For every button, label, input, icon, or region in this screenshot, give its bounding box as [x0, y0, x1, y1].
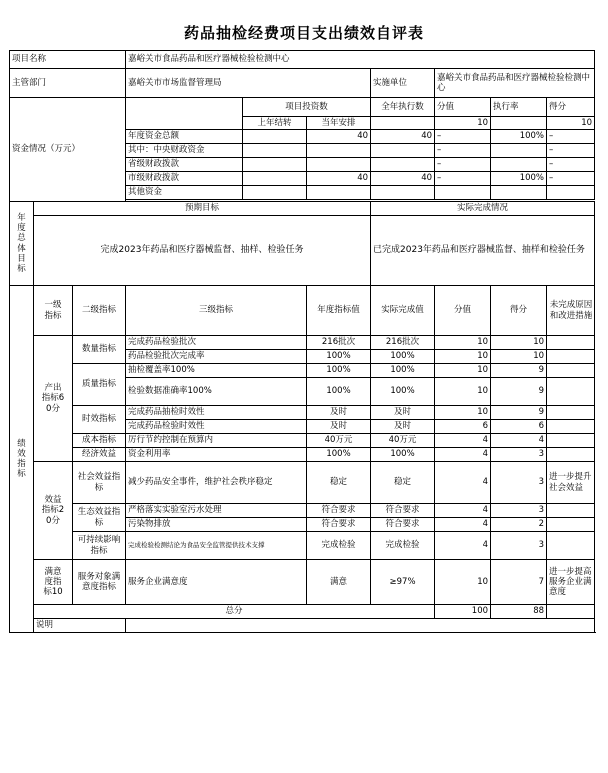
indicator-reason — [547, 532, 595, 560]
indicator-score-value: 4 — [435, 532, 491, 560]
funds-row-current: 40 — [307, 130, 371, 144]
funds-score-header: 得分 — [547, 98, 595, 117]
perf-header-row — [10, 286, 595, 336]
level2-header: 二级指标 — [73, 286, 126, 336]
indicator-score-value: 10 — [435, 378, 491, 406]
indicator-score-value: 10 — [435, 336, 491, 350]
funds-current-year-header: 当年安排 — [307, 117, 371, 130]
indicator-target: 及时 — [307, 406, 371, 420]
indicator-name: 完成药品抽检时效性 — [126, 406, 307, 420]
funds-exec-header: 全年执行数 — [371, 98, 435, 117]
goals-header-row — [10, 202, 595, 216]
indicator-row — [10, 504, 595, 518]
funds-row-label: 其他资金 — [126, 186, 243, 200]
evaluation-table — [9, 50, 595, 633]
funds-row-score-value: – — [435, 130, 491, 144]
funds-row-score-value: – — [435, 172, 491, 186]
funds-row-prev — [243, 158, 307, 172]
indicator-name: 完成药品检验批次 — [126, 336, 307, 350]
service-satisfaction-label: 服务对象满意度指标 — [73, 560, 126, 605]
indicator-score: 10 — [491, 336, 547, 350]
indicator-score-value: 4 — [435, 504, 491, 518]
indicator-score: 7 — [491, 560, 547, 605]
funds-row-score: – — [547, 130, 595, 144]
indicator-row — [10, 448, 595, 462]
indicator-score: 9 — [491, 378, 547, 406]
indicator-actual: 及时 — [371, 420, 435, 434]
actual-header: 实际完成值 — [371, 286, 435, 336]
funds-score-num: 10 — [547, 117, 595, 130]
funds-row-label: 其中：中央财政资金 — [126, 144, 243, 158]
indicator-row — [10, 336, 595, 350]
funds-row-rate — [491, 144, 547, 158]
indicator-target: 100% — [307, 364, 371, 378]
implementing-unit-label: 实施单位 — [371, 69, 435, 98]
indicator-target: 100% — [307, 350, 371, 364]
indicator-name: 抽检覆盖率100% — [126, 364, 307, 378]
indicator-name: 检验数据准确率100% — [126, 378, 307, 406]
indicator-row — [10, 462, 595, 504]
indicator-name: 污染物排放 — [126, 518, 307, 532]
indicator-score-value: 4 — [435, 448, 491, 462]
indicator-name: 药品检验批次完成率 — [126, 350, 307, 364]
funds-row-score: – — [547, 158, 595, 172]
indicator-reason — [547, 504, 595, 518]
indicator-score: 9 — [491, 364, 547, 378]
target-header: 年度指标值 — [307, 286, 371, 336]
expected-goal-header: 预期目标 — [34, 202, 371, 216]
indicator-score-value: 10 — [435, 560, 491, 605]
indicator-reason — [547, 378, 595, 406]
satisfaction-indicator-label: 满意度指标10 — [34, 560, 73, 605]
department-value: 嘉峪关市市场监督管理局 — [126, 69, 371, 98]
actual-completion-header: 实际完成情况 — [371, 202, 595, 216]
indicator-actual: 符合要求 — [371, 504, 435, 518]
funds-row-score: – — [547, 144, 595, 158]
funds-row-current — [307, 186, 371, 200]
indicator-reason — [547, 364, 595, 378]
notes-row — [10, 619, 595, 633]
indicator-score: 9 — [491, 406, 547, 420]
total-label: 总分 — [34, 605, 435, 619]
indicator-score-value: 10 — [435, 406, 491, 420]
indicator-name: 服务企业满意度 — [126, 560, 307, 605]
indicator-target: 稳定 — [307, 462, 371, 504]
funds-exec-rate-header: 执行率 — [491, 98, 547, 117]
indicator-reason — [547, 448, 595, 462]
indicator-row — [10, 434, 595, 448]
indicator-actual: 100% — [371, 448, 435, 462]
indicator-reason — [547, 336, 595, 350]
reason-header: 未完成原因和改进措施 — [547, 286, 595, 336]
goals-content-row — [10, 216, 595, 286]
indicator-row — [10, 406, 595, 420]
indicator-target: 216批次 — [307, 336, 371, 350]
funds-row-score-value — [435, 186, 491, 200]
indicator-score: 3 — [491, 462, 547, 504]
indicator-name: 资金利用率 — [126, 448, 307, 462]
funds-row-exec — [371, 144, 435, 158]
total-score-value: 100 — [435, 605, 491, 619]
indicator-actual: 完成检验 — [371, 532, 435, 560]
indicator-actual: 100% — [371, 350, 435, 364]
indicator-score: 10 — [491, 350, 547, 364]
indicator-name: 厉行节约控制在预算内 — [126, 434, 307, 448]
indicator-name: 严格落实实验室污水处理 — [126, 504, 307, 518]
indicator-score: 2 — [491, 518, 547, 532]
project-name-value: 嘉峪关市食品药品和医疗器械检验检测中心 — [126, 51, 595, 69]
indicator-actual: 100% — [371, 364, 435, 378]
funds-row-exec: 40 — [371, 172, 435, 186]
indicator-score-value: 10 — [435, 350, 491, 364]
economic-benefit-label: 经济效益 — [73, 448, 126, 462]
indicator-actual: 216批次 — [371, 336, 435, 350]
funds-row-prev — [243, 144, 307, 158]
indicator-reason — [547, 434, 595, 448]
funds-row-prev — [243, 186, 307, 200]
funds-row-current: 40 — [307, 172, 371, 186]
funds-row-rate — [491, 186, 547, 200]
quantity-indicator-label: 数量指标 — [73, 336, 126, 364]
benefit-indicator-label: 效益指标20分 — [34, 462, 73, 560]
social-benefit-label: 社会效益指标 — [73, 462, 126, 504]
indicator-score-value: 4 — [435, 518, 491, 532]
indicator-score: 3 — [491, 532, 547, 560]
indicator-target: 及时 — [307, 420, 371, 434]
expected-goal-text: 完成2023年药品和医疗器械监督、抽样、检验任务 — [34, 216, 371, 286]
level1-header: 一级指标 — [34, 286, 73, 336]
funds-prev-year-header: 上年结转 — [243, 117, 307, 130]
funds-row-label: 年度资金总额 — [126, 130, 243, 144]
indicator-target: 符合要求 — [307, 504, 371, 518]
funds-row-score: – — [547, 172, 595, 186]
score-value-header: 分值 — [435, 286, 491, 336]
indicator-row — [10, 560, 595, 605]
indicator-score-value: 6 — [435, 420, 491, 434]
indicator-actual: 100% — [371, 378, 435, 406]
project-name-row — [10, 51, 595, 69]
project-name-label: 项目名称 — [10, 51, 126, 69]
indicator-reason: 进一步提高服务企业满意度 — [547, 560, 595, 605]
funds-row-exec: 40 — [371, 130, 435, 144]
indicator-target: 满意 — [307, 560, 371, 605]
indicator-name: 减少药品安全事件，维护社会秩序稳定 — [126, 462, 307, 504]
sustainability-label: 可持续影响指标 — [73, 532, 126, 560]
funds-row-exec — [371, 186, 435, 200]
performance-indicators-label: 绩效指标 — [10, 286, 34, 633]
funds-score-value-header: 分值 — [435, 98, 491, 117]
funds-row-rate: 100% — [491, 172, 547, 186]
notes-value — [126, 619, 595, 633]
indicator-actual: 及时 — [371, 406, 435, 420]
indicator-score: 6 — [491, 420, 547, 434]
indicator-row — [10, 364, 595, 378]
indicator-actual: 符合要求 — [371, 518, 435, 532]
indicator-score-value: 10 — [435, 364, 491, 378]
funds-row-label: 市级财政拨款 — [126, 172, 243, 186]
page-title: 药品抽检经费项目支出绩效自评表 — [183, 24, 424, 42]
indicator-target: 100% — [307, 378, 371, 406]
funds-row-rate — [491, 158, 547, 172]
indicator-target: 完成检验 — [307, 532, 371, 560]
indicator-actual: ≥97% — [371, 560, 435, 605]
indicator-score: 3 — [491, 504, 547, 518]
department-row — [10, 69, 595, 98]
funds-row-exec — [371, 158, 435, 172]
indicator-reason — [547, 420, 595, 434]
notes-label: 说明 — [34, 619, 126, 633]
indicator-name: 完成检验检测结论为食品安全监管提供技术支撑 — [126, 532, 307, 560]
indicator-score: 4 — [491, 434, 547, 448]
indicator-reason — [547, 406, 595, 420]
funds-row-score-value: – — [435, 158, 491, 172]
score-header: 得分 — [491, 286, 547, 336]
indicator-score: 3 — [491, 448, 547, 462]
funds-row-label: 省级财政拨款 — [126, 158, 243, 172]
funds-invest-header: 项目投资数 — [243, 98, 371, 117]
indicator-reason — [547, 518, 595, 532]
funds-row-score-value: – — [435, 144, 491, 158]
eco-benefit-label: 生态效益指标 — [73, 504, 126, 532]
indicator-name: 完成药品检验时效性 — [126, 420, 307, 434]
indicator-score-value: 4 — [435, 434, 491, 448]
funds-row-rate: 100% — [491, 130, 547, 144]
annual-goals-label: 年度总体目标 — [10, 202, 34, 286]
funds-row-prev — [243, 172, 307, 186]
funds-row-current — [307, 144, 371, 158]
indicator-target: 符合要求 — [307, 518, 371, 532]
funds-row-prev — [243, 130, 307, 144]
indicator-target: 40万元 — [307, 434, 371, 448]
funds-header-row — [10, 98, 595, 117]
indicator-target: 100% — [307, 448, 371, 462]
implementing-unit-value: 嘉峪关市食品药品和医疗器械检验检测中心 — [435, 69, 595, 98]
department-label: 主管部门 — [10, 69, 126, 98]
indicator-actual: 稳定 — [371, 462, 435, 504]
cost-indicator-label: 成本指标 — [73, 434, 126, 448]
level3-header: 三级指标 — [126, 286, 307, 336]
actual-completion-text: 已完成2023年药品和医疗器械监督、抽样和检验任务 — [371, 216, 595, 286]
funds-row-score — [547, 186, 595, 200]
output-indicator-label: 产出指标60分 — [34, 336, 73, 462]
indicator-reason — [547, 350, 595, 364]
indicator-row — [10, 532, 595, 560]
total-score: 88 — [491, 605, 547, 619]
funds-blank-cell — [126, 98, 243, 130]
indicator-reason: 进一步提升社会效益 — [547, 462, 595, 504]
funds-label: 资金情况（万元） — [10, 98, 126, 202]
funds-score-value-num: 10 — [435, 117, 491, 130]
funds-row-current — [307, 158, 371, 172]
total-row — [10, 605, 595, 619]
timeliness-indicator-label: 时效指标 — [73, 406, 126, 434]
indicator-score-value: 4 — [435, 462, 491, 504]
quality-indicator-label: 质量指标 — [73, 364, 126, 406]
indicator-actual: 40万元 — [371, 434, 435, 448]
